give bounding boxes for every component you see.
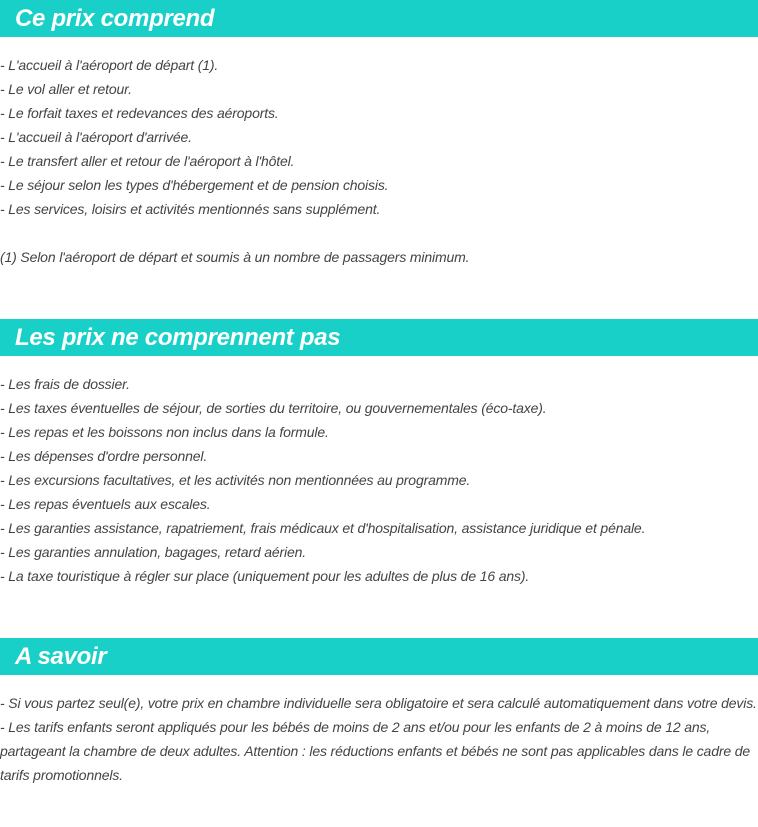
- excluded-item: - Les taxes éventuelles de séjour, de sorties du territoire, ou gouvernementales (éco-taxe).: [0, 400, 547, 416]
- included-item: - Le vol aller et retour.: [0, 81, 132, 97]
- info-paragraph: - Si vous partez seul(e), votre prix en chambre individuelle sera obligatoire et sera calculé automatiquement dans votre devis.: [0, 695, 757, 711]
- included-header: [0, 0, 758, 37]
- included-item: - Le séjour selon les types d'hébergement et de pension choisis.: [0, 177, 389, 193]
- excluded-item: - Les frais de dossier.: [0, 376, 130, 392]
- info-header: [0, 638, 758, 675]
- included-item: - Les services, loisirs et activités mentionnés sans supplément.: [0, 201, 381, 217]
- excluded-section: [0, 319, 758, 588]
- included-title: Ce prix comprend: [15, 4, 215, 32]
- included-item: - L'accueil à l'aéroport d'arrivée.: [0, 129, 192, 145]
- info-section: [0, 638, 758, 787]
- excluded-item: - Les garanties assistance, rapatriement, frais médicaux et d'hospitalisation, assistance juridique et pénale.: [0, 520, 646, 536]
- excluded-item: - Les garanties annulation, bagages, retard aérien.: [0, 544, 307, 560]
- excluded-item: - La taxe touristique à régler sur place (uniquement pour les adultes de plus de 16 ans).: [0, 568, 530, 584]
- included-item: - Le transfert aller et retour de l'aéroport à l'hôtel.: [0, 153, 295, 169]
- excluded-header: [0, 319, 758, 356]
- info-paragraph: - Les tarifs enfants seront appliqués pour les bébés de moins de 2 ans et/ou pour les enfants de 2 à moins de 12 ans, partageant la chambre de deux adultes. Attention : les réductions enfants et bébés ne sont pas applicables dans le cadre de tarifs promotionnels.: [0, 719, 750, 783]
- included-item: - Le forfait taxes et redevances des aéroports.: [0, 105, 279, 121]
- excluded-item: - Les dépenses d'ordre personnel.: [0, 448, 208, 464]
- excluded-item: - Les repas et les boissons non inclus dans la formule.: [0, 424, 329, 440]
- included-section: [0, 0, 758, 269]
- included-list: [0, 37, 758, 269]
- excluded-item: - Les repas éventuels aux escales.: [0, 496, 211, 512]
- info-title: A savoir: [15, 642, 107, 670]
- included-item: - L'accueil à l'aéroport de départ (1).: [0, 57, 219, 73]
- excluded-list: [0, 356, 758, 588]
- excluded-item: - Les excursions facultatives, et les activités non mentionnées au programme.: [0, 472, 471, 488]
- excluded-title: Les prix ne comprennent pas: [15, 323, 341, 351]
- included-footnote: (1) Selon l'aéroport de départ et soumis à un nombre de passagers minimum.: [0, 249, 470, 265]
- info-content: [0, 675, 758, 787]
